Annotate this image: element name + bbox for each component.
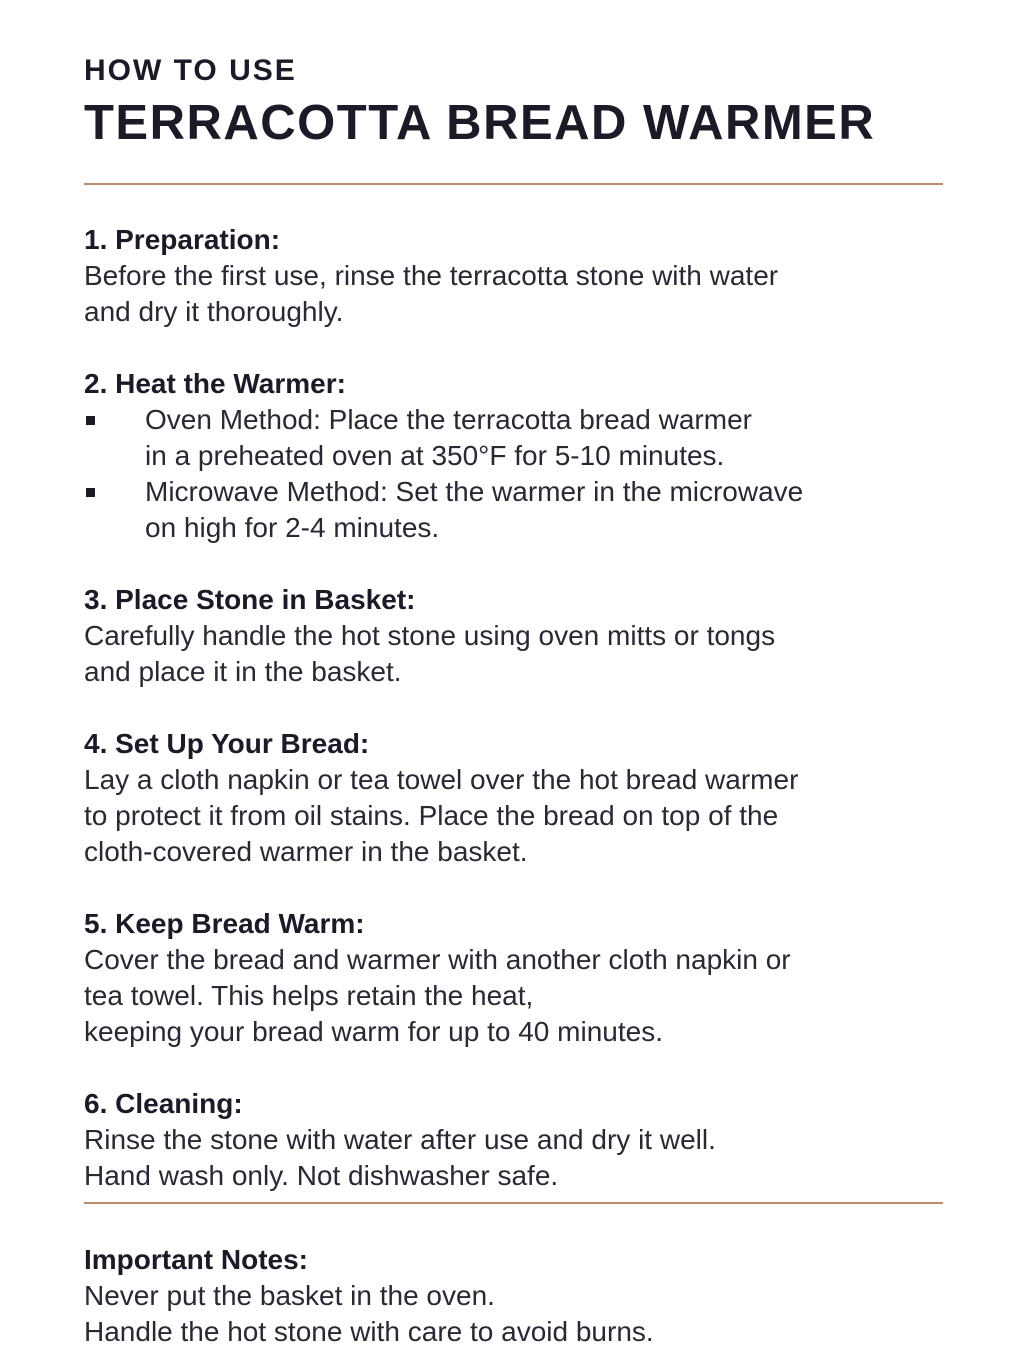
eyebrow-title: HOW TO USE (84, 54, 297, 87)
section-heat-the-warmer (84, 366, 943, 546)
section-heading: 3. Place Stone in Basket: (84, 584, 416, 615)
body-line: in a preheated oven at 350°F for 5-10 minutes. (145, 440, 725, 471)
page-title: TERRACOTTA BREAD WARMER (84, 96, 876, 150)
body-line: tea towel. This helps retain the heat, (84, 980, 534, 1011)
section-keep-bread-warm (84, 906, 943, 1050)
body-line: Cover the bread and warmer with another cloth napkin or (84, 944, 791, 975)
notes-heading: Important Notes: (84, 1244, 308, 1275)
body-line: Hand wash only. Not dishwasher safe. (84, 1160, 559, 1191)
section-set-up-bread (84, 726, 943, 870)
body-line: Lay a cloth napkin or tea towel over the hot bread warmer (84, 764, 799, 795)
body-line: Microwave Method: Set the warmer in the microwave (145, 476, 804, 507)
list-item (84, 474, 943, 546)
body-line: on high for 2-4 minutes. (145, 512, 440, 543)
section-heading: 6. Cleaning: (84, 1088, 243, 1119)
bullet-icon (84, 474, 145, 511)
body-line: Handle the hot stone with care to avoid burns. (84, 1316, 654, 1347)
body-line: Carefully handle the hot stone using oven mitts or tongs (84, 620, 776, 651)
body-line: Oven Method: Place the terracotta bread warmer (145, 404, 752, 435)
bullet-icon (84, 402, 145, 439)
section-preparation (84, 222, 943, 330)
body-line: to protect it from oil stains. Place the bread on top of the (84, 800, 779, 831)
body-line: Rinse the stone with water after use and dry it well. (84, 1124, 716, 1155)
bottom-divider (84, 1202, 943, 1204)
body-line: Before the first use, rinse the terracotta stone with water (84, 260, 779, 291)
section-cleaning (84, 1086, 943, 1194)
body-line: Never put the basket in the oven. (84, 1280, 495, 1311)
section-heading: 1. Preparation: (84, 224, 281, 255)
body-line: cloth-covered warmer in the basket. (84, 836, 528, 867)
section-heading: 5. Keep Bread Warm: (84, 908, 365, 939)
page-header (84, 54, 943, 148)
body-line: keeping your bread warm for up to 40 minutes. (84, 1016, 663, 1047)
section-heading: 4. Set Up Your Bread: (84, 728, 370, 759)
section-heading: 2. Heat the Warmer: (84, 368, 346, 399)
body-line: and dry it thoroughly. (84, 296, 344, 327)
body-line: and place it in the basket. (84, 656, 402, 687)
section-place-stone (84, 582, 943, 690)
list-item (84, 402, 943, 474)
important-notes (84, 1242, 943, 1350)
top-divider (84, 183, 943, 185)
